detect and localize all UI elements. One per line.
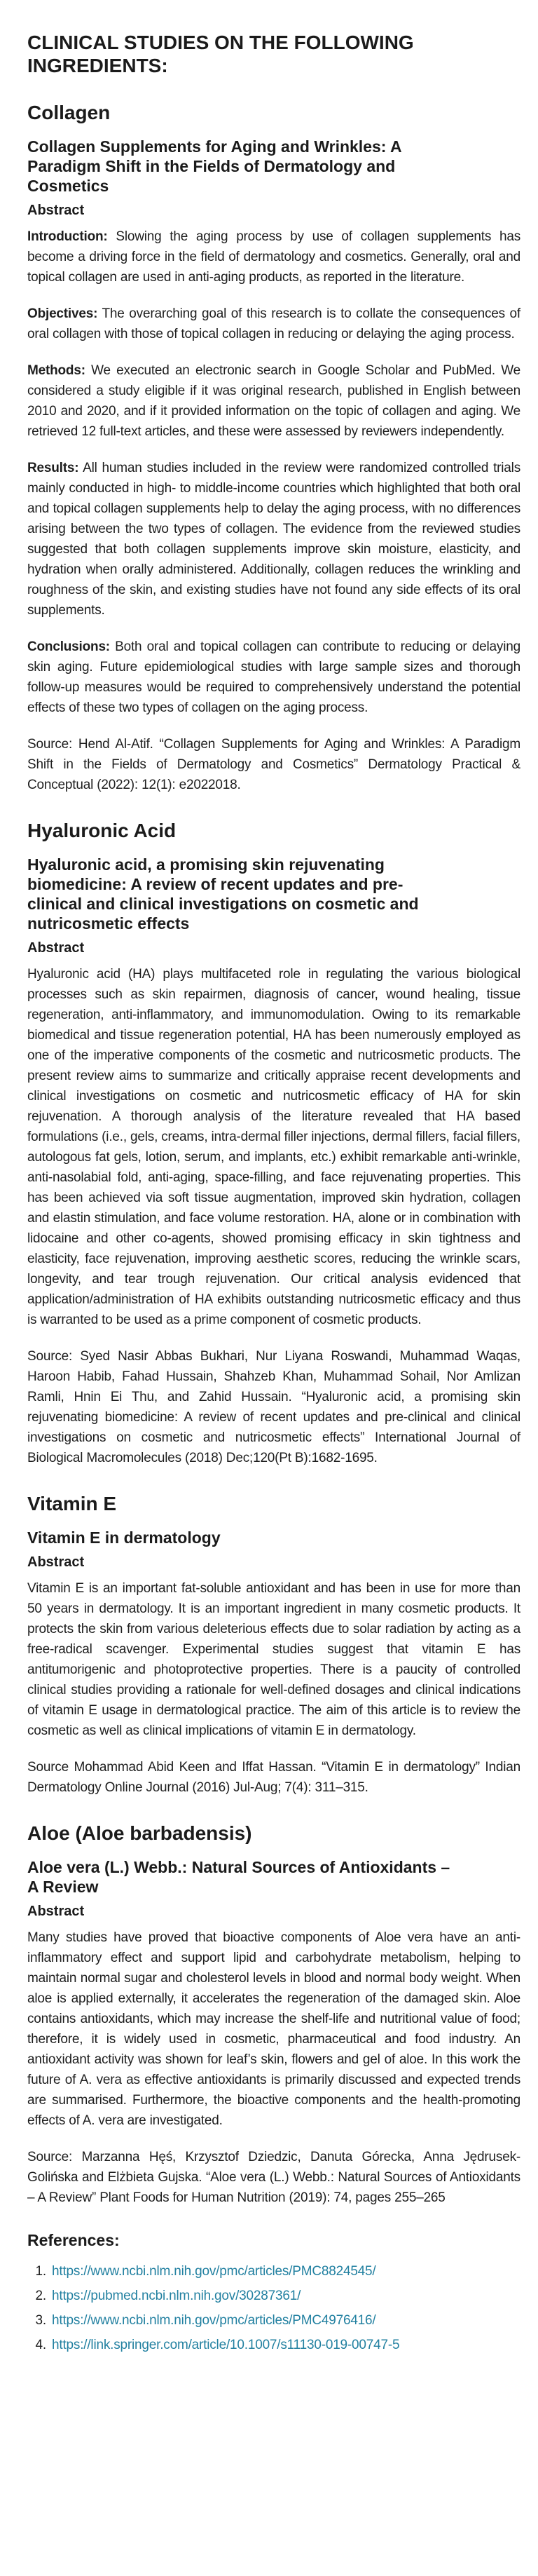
paragraph-text: Both oral and topical collagen can contribute to reducing or delaying skin aging. Future epidemiological studies with large sample sizes and thorough follow-up measures would be required to comprehensively understand the potential effects of these two types of collagen on the aging process.: [27, 639, 520, 715]
article-title-line: Vitamin E in dermatology: [27, 1528, 221, 1547]
paragraph-lead: Objectives:: [27, 306, 98, 321]
source-paragraph: [27, 1346, 520, 1468]
reference-item: [50, 2310, 520, 2331]
paragraph-text: Slowing the aging process by use of collagen supplements has become a driving force in the field of dermatology and cosmetics. Generally, oral and topical collagen are used in anti-aging products, as reported in the literature.: [27, 229, 520, 285]
page-title-line-2: INGREDIENTS:: [27, 55, 168, 76]
article-title-line: nutricosmetic effects: [27, 914, 190, 933]
paragraph-text: Hyaluronic acid (HA) plays multifaceted role in regulating the various biological processes such as skin repairmen, diagnosis of cancer, wound healing, tissue regeneration, anti-inflammatory, and immunomodulation. Owing to its remarkable biomedical and tissue regeneration potential, HA has been numerously employed as one of the imperative components of the cosmetic and nutricosmetic products. The present review aims to summarize and critically appraise recent developments and clinical investigations on cosmetic and nutricosmetic efficacy of HA for skin rejuvenation. A thorough analysis of the literature revealed that HA based formulations (i.e., gels, creams, intra-dermal filler injections, dermal fillers, facial fillers, autologous fat gels, lotion, serum, and implants, etc.) exhibit remarkable anti-wrinkle, anti-nasolabial fold, anti-aging, space-filling, and face rejuvenating properties. This has been achieved via soft tissue augmentation, improved skin hydration, collagen and elastin stimulation, and face volume restoration. HA, alone or in combination with lidocaine and other co-agents, showed promising efficacy in skin tightness and elasticity, face rejuvenation, improving aesthetic scores, reducing the wrinkle scars, longevity, and tear trough rejuvenation. Our critical analysis evidenced that application/administration of HA exhibits outstanding nutricosmetic efficacy and thus is warranted to be used as a prime component of cosmetic products.: [27, 967, 520, 1327]
article-title-hyaluronic-acid: [27, 855, 520, 933]
paragraph-text: Source Mohammad Abid Keen and Iffat Hassan. “Vitamin E in dermatology” Indian Dermatology Online Journal (2016) Jul-Aug; 7(4): 311–315.: [27, 1760, 520, 1795]
paragraph-text: Vitamin E is an important fat-soluble antioxidant and has been in use for more than 50 years in dermatology. It is an important ingredient in many cosmetic products. It protects the skin from various deleterious effects due to solar radiation by acting as a free-radical scavenger. Experimental studies suggest that vitamin E has antitumorigenic and photoprotective properties. There is a paucity of controlled clinical studies providing a rationale for well-defined dosages and clinical indications of vitamin E usage in dermatological practice. The aim of this article is to review the cosmetic as well as clinical implications of vitamin E in dermatology.: [27, 1581, 520, 1738]
article-title-line: Hyaluronic acid, a promising skin rejuvenating: [27, 855, 385, 874]
paragraph-lead: Introduction:: [27, 229, 108, 244]
reference-item: [50, 2261, 520, 2282]
paragraph-lead: Conclusions:: [27, 639, 110, 654]
article-title-aloe: [27, 1857, 520, 1897]
paragraph-text: Source: Hend Al-Atif. “Collagen Supplements for Aging and Wrinkles: A Paradigm Shift in the Fields of Dermatology and Cosmetics” Dermatology Practical & Conceptual (2022): 12(1): e2022018.: [27, 737, 520, 792]
abstract-label: Abstract: [27, 203, 85, 218]
section-aloe: [27, 1822, 520, 2208]
reference-item: [50, 2286, 520, 2306]
paragraph-objectives: [27, 304, 520, 344]
paragraph-text: Source: Marzanna Hęś, Krzysztof Dziedzic, Danuta Górecka, Anna Jędrusek-Golińska and Elżbieta Gujska. “Aloe vera (L.) Webb.: Natural Sources of Antioxidants – A Review” Plant Foods for Human Nutrition (2019): 74, pages 255–265: [27, 2150, 520, 2205]
reference-link[interactable]: https://link.springer.com/article/10.1007/s11130-019-00747-5: [52, 2338, 400, 2352]
article-title-line: A Review: [27, 1878, 99, 1896]
article-title-line: Cosmetics: [27, 177, 109, 195]
section-hyaluronic-acid: [27, 819, 520, 1468]
abstract-label: Abstract: [27, 940, 85, 956]
reference-link[interactable]: https://www.ncbi.nlm.nih.gov/pmc/articles/PMC4976416/: [52, 2313, 376, 2328]
abstract-label: Abstract: [27, 1904, 85, 1919]
article-title-collagen: [27, 137, 520, 196]
paragraph-abstract-body: [27, 1927, 520, 2131]
source-paragraph: [27, 734, 520, 795]
section-heading-hyaluronic-acid: Hyaluronic Acid: [27, 820, 177, 841]
reference-item: [50, 2335, 520, 2355]
section-collagen: [27, 101, 520, 795]
article-title-line: Aloe vera (L.) Webb.: Natural Sources of Antioxidants –: [27, 1858, 450, 1876]
section-heading-vitamin-e: Vitamin E: [27, 1493, 117, 1514]
paragraph-abstract-body: [27, 964, 520, 1330]
paragraph-lead: Results:: [27, 461, 79, 475]
paragraph-introduction: [27, 226, 520, 287]
paragraph-text: Many studies have proved that bioactive components of Aloe vera have an anti-inflammatory effect and support lipid and carbohydrate metabolism, helping to maintain normal sugar and cholesterol levels in blood and normal body weight. When aloe is applied externally, it accelerates the regeneration of the damaged skin. Aloe contains antioxidants, which may increase the shelf-life and nutritional value of food; therefore, it is widely used in cosmetic, pharmaceutical and food industry. An antioxidant activity was shown for leaf’s skin, flowers and gel of aloe. In this work the future of A. vera as effective antioxidants is primarily discussed and expected trends are summarised. Furthermore, the bioactive components and the health-promoting effects of A. vera are investigated.: [27, 1930, 520, 2128]
paragraph-abstract-body: [27, 1578, 520, 1741]
paragraph-lead: Methods:: [27, 363, 85, 378]
reference-link[interactable]: https://www.ncbi.nlm.nih.gov/pmc/articles/PMC8824545/: [52, 2264, 376, 2279]
paragraph-text: We executed an electronic search in Google Scholar and PubMed. We considered a study eligible if it was original research, published in English between 2010 and 2020, and if it provided information on the topic of collagen and aging. We retrieved 12 full-text articles, and these were assessed by reviewers independently.: [27, 363, 520, 439]
article-title-line: biomedicine: A review of recent updates and pre-: [27, 875, 404, 893]
section-vitamin-e: [27, 1492, 520, 1798]
reference-link[interactable]: https://pubmed.ncbi.nlm.nih.gov/30287361/: [52, 2289, 301, 2303]
section-heading-aloe: Aloe (Aloe barbadensis): [27, 1822, 252, 1844]
page-title: [27, 31, 520, 77]
paragraph-text: All human studies included in the review were randomized controlled trials mainly conducted in high- to middle-income countries which highlighted that both oral and topical collagen supplements help to delay the aging process, with no differences arising between the two types of collagen. The evidence from the reviewed studies suggested that both collagen supplements improve skin moisture, elasticity, and hydration when orally administered. Additionally, collagen reduces the wrinkling and roughness of the skin, and existing studies have not found any side effects of its oral supplements.: [27, 461, 520, 618]
source-paragraph: [27, 1757, 520, 1798]
reference-list: [27, 2261, 520, 2355]
section-heading-collagen: Collagen: [27, 102, 111, 123]
abstract-label: Abstract: [27, 1554, 85, 1570]
article-title-line: Collagen Supplements for Aging and Wrinkles: A: [27, 137, 402, 156]
paragraph-conclusions: [27, 637, 520, 718]
article-title-vitamin-e: [27, 1528, 520, 1547]
source-paragraph: [27, 2147, 520, 2208]
article-title-line: clinical and clinical investigations on cosmetic and: [27, 895, 419, 913]
article-title-line: Paradigm Shift in the Fields of Dermatology and: [27, 157, 396, 175]
paragraph-methods: [27, 360, 520, 442]
paragraph-results: [27, 458, 520, 621]
page-title-line-1: CLINICAL STUDIES ON THE FOLLOWING: [27, 32, 414, 53]
paragraph-text: The overarching goal of this research is to collate the consequences of oral collagen with those of topical collagen in reducing or delaying the aging process.: [27, 306, 520, 341]
paragraph-text: Source: Syed Nasir Abbas Bukhari, Nur Liyana Roswandi, Muhammad Waqas, Haroon Habib, Fahad Hussain, Shahzeb Khan, Muhammad Sohail, Nor Amlizan Ramli, Hnin Ei Thu, and Zahid Hussain. “Hyaluronic acid, a promising skin rejuvenating biomedicine: A review of recent updates and pre-clinical and clinical investigations on cosmetic and nutricosmetic effects” International Journal of Biological Macromolecules (2018) Dec;120(Pt B):1682-1695.: [27, 1349, 520, 1465]
references-heading: References:: [27, 2231, 120, 2249]
